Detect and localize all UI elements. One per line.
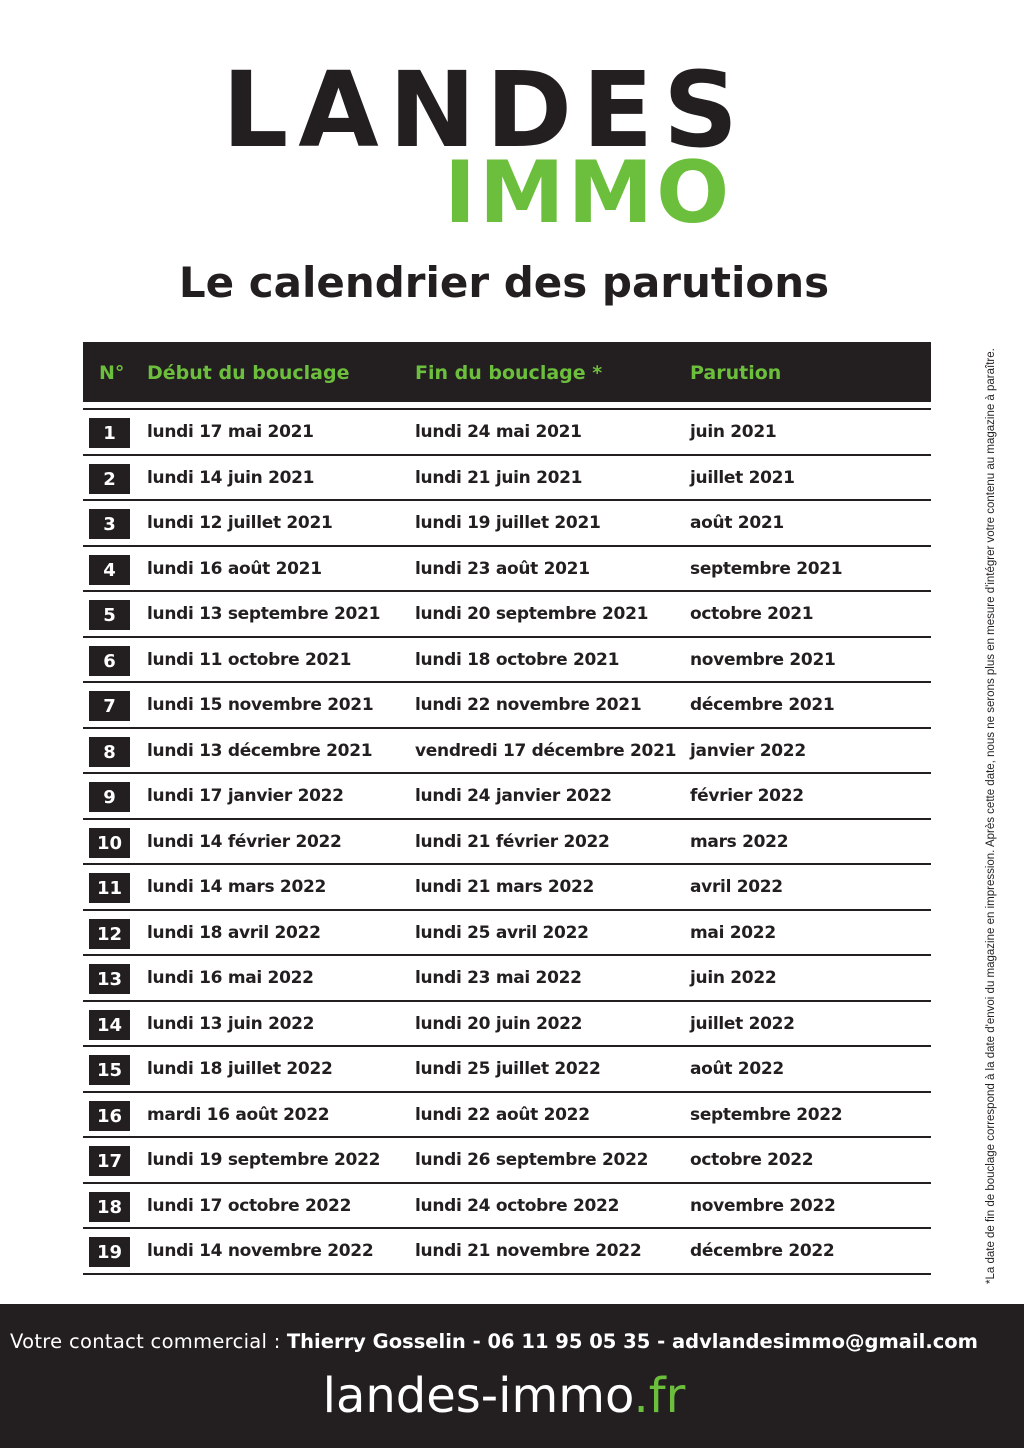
row-end-date: lundi 21 juin 2021 [415, 467, 583, 488]
row-start-date: lundi 14 février 2022 [147, 831, 342, 852]
row-end-date: lundi 22 août 2022 [415, 1104, 590, 1125]
row-end-date: lundi 19 juillet 2021 [415, 513, 601, 533]
row-end-date: lundi 20 septembre 2021 [415, 604, 649, 624]
table-row [83, 911, 931, 957]
row-number: 8 [89, 737, 130, 767]
row-end-date: lundi 21 novembre 2022 [415, 1241, 642, 1261]
row-end-date: lundi 23 août 2021 [415, 558, 590, 579]
table-row [83, 547, 931, 593]
table-row [83, 1138, 931, 1184]
footer [0, 1304, 1024, 1448]
row-start-date: lundi 18 avril 2022 [147, 922, 321, 943]
row-end-date: lundi 26 septembre 2022 [415, 1150, 649, 1170]
logo [0, 0, 1024, 243]
row-end-date: lundi 20 juin 2022 [415, 1013, 583, 1034]
row-start-date: lundi 13 juin 2022 [147, 1013, 315, 1034]
row-end-date: vendredi 17 décembre 2021 [415, 740, 677, 761]
table-row [83, 956, 931, 1002]
row-number: 14 [89, 1010, 130, 1040]
table-row [83, 456, 931, 502]
table-row [83, 1184, 931, 1230]
website-tld: .fr [633, 1368, 686, 1424]
header-divider [83, 402, 931, 410]
row-start-date: mardi 16 août 2022 [147, 1104, 330, 1125]
row-end-date: lundi 21 mars 2022 [415, 877, 595, 897]
contact-label: Votre contact commercial : [9, 1330, 281, 1353]
row-number: 16 [89, 1101, 130, 1131]
header-publication: Parution [690, 362, 782, 384]
row-number: 11 [89, 873, 130, 903]
row-start-date: lundi 11 octobre 2021 [147, 649, 352, 670]
row-publication: avril 2022 [690, 877, 783, 897]
row-number: 4 [89, 555, 130, 585]
row-number: 6 [89, 646, 130, 676]
row-publication: octobre 2022 [690, 1150, 814, 1170]
row-start-date: lundi 17 octobre 2022 [147, 1195, 352, 1216]
table-row [83, 592, 931, 638]
row-publication: février 2022 [690, 786, 804, 806]
row-number: 12 [89, 919, 130, 949]
website [0, 1368, 1008, 1426]
row-start-date: lundi 13 décembre 2021 [147, 740, 373, 761]
contact-details: Thierry Gosselin - 06 11 95 05 35 - advlandesimmo@gmail.com [286, 1330, 979, 1353]
row-start-date: lundi 18 juillet 2022 [147, 1059, 333, 1079]
row-number: 9 [89, 782, 130, 812]
row-publication: septembre 2022 [690, 1104, 843, 1125]
row-publication: mars 2022 [690, 831, 789, 852]
table-row [83, 1047, 931, 1093]
table-row [83, 865, 931, 911]
row-number: 17 [89, 1146, 130, 1176]
table-row [83, 683, 931, 729]
row-publication: novembre 2022 [690, 1195, 836, 1216]
row-publication: juin 2022 [690, 968, 777, 988]
row-number: 18 [89, 1192, 130, 1222]
header-start: Début du bouclage [147, 362, 350, 384]
row-start-date: lundi 19 septembre 2022 [147, 1150, 381, 1170]
header-end: Fin du bouclage * [415, 362, 603, 384]
row-publication: août 2022 [690, 1059, 784, 1079]
row-start-date: lundi 14 mars 2022 [147, 877, 327, 897]
row-end-date: lundi 18 octobre 2021 [415, 649, 620, 670]
row-end-date: lundi 23 mai 2022 [415, 968, 582, 988]
row-start-date: lundi 12 juillet 2021 [147, 513, 333, 533]
row-end-date: lundi 24 janvier 2022 [415, 786, 612, 806]
row-end-date: lundi 24 mai 2021 [415, 422, 582, 442]
page-title: Le calendrier des parutions [178, 258, 830, 307]
row-start-date: lundi 17 janvier 2022 [147, 786, 344, 806]
row-number: 1 [89, 418, 130, 448]
row-number: 10 [89, 828, 130, 858]
row-end-date: lundi 25 juillet 2022 [415, 1059, 601, 1079]
row-publication: décembre 2021 [690, 695, 835, 715]
row-end-date: lundi 21 février 2022 [415, 831, 610, 852]
table-row [83, 1002, 931, 1048]
row-start-date: lundi 14 novembre 2022 [147, 1241, 374, 1261]
row-publication: novembre 2021 [690, 649, 836, 670]
row-number: 5 [89, 600, 130, 630]
table-row [83, 774, 931, 820]
row-end-date: lundi 22 novembre 2021 [415, 695, 642, 715]
header-number: N° [99, 362, 125, 384]
row-publication: septembre 2021 [690, 558, 843, 579]
row-start-date: lundi 13 septembre 2021 [147, 604, 381, 624]
row-publication: octobre 2021 [690, 604, 814, 624]
table-row [83, 410, 931, 456]
row-start-date: lundi 16 mai 2022 [147, 968, 314, 988]
table-row [83, 1229, 931, 1275]
website-main: landes-immo [322, 1368, 634, 1424]
table-header [83, 342, 931, 402]
row-number: 2 [89, 464, 130, 494]
row-publication: décembre 2022 [690, 1241, 835, 1261]
contact-line [0, 1330, 988, 1353]
table-row [83, 729, 931, 775]
row-end-date: lundi 25 avril 2022 [415, 922, 589, 943]
table-row [83, 1093, 931, 1139]
row-number: 7 [89, 691, 130, 721]
row-start-date: lundi 15 novembre 2021 [147, 695, 374, 715]
row-start-date: lundi 17 mai 2021 [147, 422, 314, 442]
table-row [83, 501, 931, 547]
row-publication: août 2021 [690, 513, 784, 533]
row-number: 13 [89, 964, 130, 994]
row-start-date: lundi 14 juin 2021 [147, 467, 315, 488]
row-publication: juillet 2021 [690, 467, 795, 488]
row-end-date: lundi 24 octobre 2022 [415, 1195, 620, 1216]
row-publication: mai 2022 [690, 922, 776, 943]
row-number: 15 [89, 1055, 130, 1085]
row-publication: juin 2021 [690, 422, 777, 442]
table-body [83, 410, 931, 1275]
row-publication: juillet 2022 [690, 1013, 795, 1034]
footnote: *La date de fin de bouclage correspond à la date d'envoi du magazine en impression. Après cette date, nous ne serons plus en mesure d'intégrer votre contenu au magazine à paraître. [985, 348, 997, 1284]
row-number: 19 [89, 1237, 130, 1267]
row-start-date: lundi 16 août 2021 [147, 558, 322, 579]
calendar-table [83, 342, 931, 1275]
logo-word-landes: LANDES [222, 49, 749, 171]
logo-word-immo: IMMO [444, 143, 733, 243]
row-number: 3 [89, 509, 130, 539]
row-publication: janvier 2022 [690, 740, 806, 761]
table-row [83, 820, 931, 866]
table-row [83, 638, 931, 684]
